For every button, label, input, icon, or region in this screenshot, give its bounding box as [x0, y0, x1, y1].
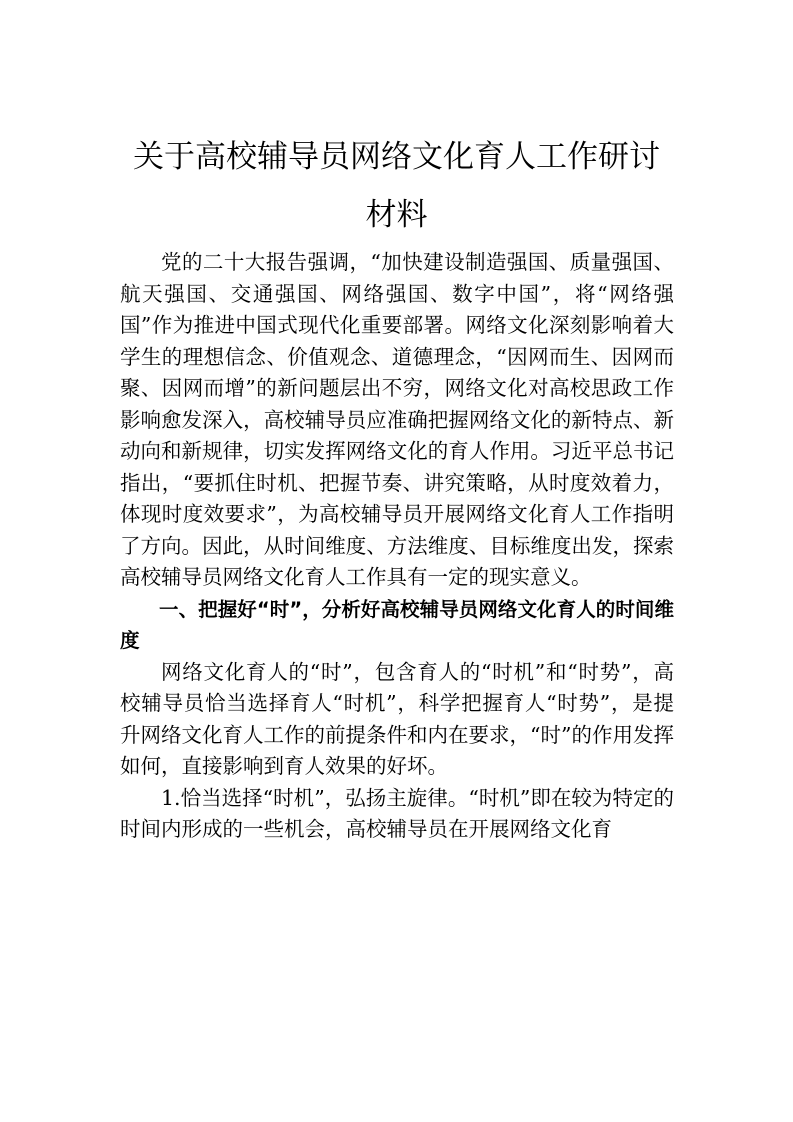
intro-paragraph: 党的二十大报告强调，“加快建设制造强国、质量强国、航天强国、交通强国、网络强国、数字中国”，将“网络强国”作为推进中国式现代化重要部署。网络文化深刻影响着大学生的理想信念、价值观念、道德理念，“因网而生、因网而聚、因网而增”的新问题层出不穷，网络文化对高校思政工作影响愈发深入，高校辅导员应准确把握网络文化的新特点、新动向和新规律，切实发挥网络文化的育人作用。习近平总书记指出，“要抓住时机、把握节奏、讲究策略，从时度效着力，体现时度效要求”，为高校辅导员开展网络文化育人工作指明了方向。因此，从时间维度、方法维度、目标维度出发，探索高校辅导员网络文化育人工作具有一定的现实意义。 — [120, 250, 674, 589]
document-title: 关于高校辅导员网络文化育人工作研讨材料 — [133, 139, 660, 233]
document-body — [120, 247, 674, 846]
section-1-paragraph: 网络文化育人的“时”，包含育人的“时机”和“时势”，高校辅导员恰当选择育人“时机”，科学把握育人“时势”，是提升网络文化育人工作的前提条件和内在要求，“时”的作用发挥如何，直接影响到育人效果的好坏。 — [120, 659, 674, 778]
subsection-1-paragraph: 1.恰当选择“时机”，弘扬主旋律。“时机”即在较为特定的时间内形成的一些机会，高校辅导员在开展网络文化育 — [120, 785, 674, 841]
section-heading-1: 一、把握好“时”，分析好高校辅导员网络文化育人的时间维度 — [120, 597, 674, 652]
